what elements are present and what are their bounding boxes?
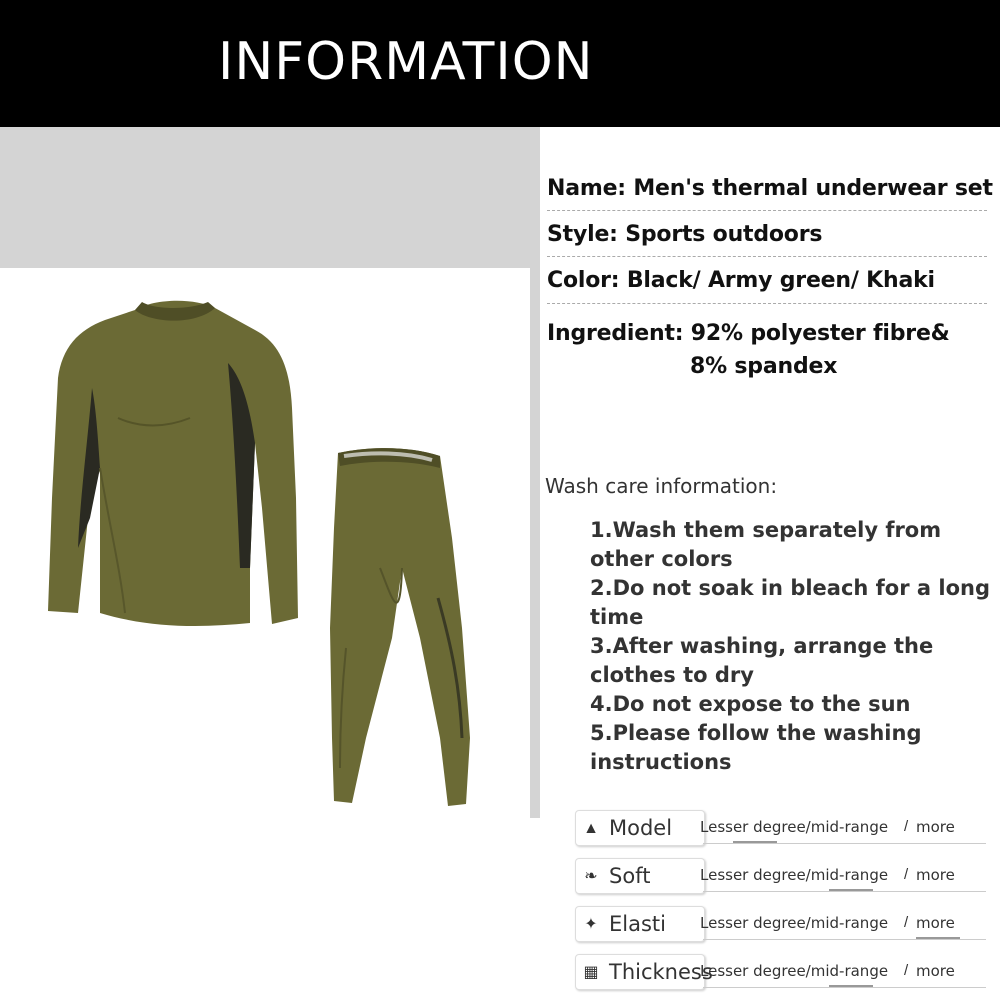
spec-separator: / <box>904 962 909 979</box>
spec-more: more <box>916 962 955 980</box>
spec-level-indicator <box>829 985 873 987</box>
left-bottom-panel <box>0 818 540 1000</box>
info-ingredient: Ingredient: 92% polyester fibre& <box>547 321 950 346</box>
spec-more: more <box>916 818 955 836</box>
spec-scale: Lesser degree/mid-range <box>700 866 889 884</box>
wash-care-item: 4.Do not expose to the sun <box>590 692 911 716</box>
spec-label: Soft <box>609 864 651 888</box>
header-title: INFORMATION <box>218 32 594 92</box>
spec-scale-line <box>703 939 986 940</box>
wash-care-item: 5.Please follow the washing instructions <box>590 721 922 774</box>
pants-illustration <box>330 448 470 806</box>
spec-more: more <box>916 914 955 932</box>
spec-level-indicator <box>829 889 873 891</box>
header-bar <box>0 0 1000 127</box>
shirt-illustration <box>48 301 298 626</box>
spec-label-box <box>575 810 705 846</box>
info-style: Style: Sports outdoors <box>547 222 823 247</box>
spec-scale: Lesser degree/mid-range <box>700 818 889 836</box>
spec-more: more <box>916 866 955 884</box>
spec-scale-line <box>703 987 986 988</box>
wash-care-item: 1.Wash them separately from other colors <box>590 518 942 571</box>
spec-row-soft <box>567 858 987 894</box>
product-image <box>0 268 530 818</box>
spec-label-box <box>575 858 705 894</box>
spec-label-box <box>575 954 713 990</box>
spec-level-indicator <box>733 841 777 843</box>
divider <box>547 256 987 257</box>
info-name: Name: Men's thermal underwear set <box>547 176 993 201</box>
spec-level-indicator <box>916 937 960 939</box>
wash-care-item: 3.After washing, arrange the clothes to dry <box>590 634 934 687</box>
spec-separator: / <box>904 818 909 835</box>
tshirt-icon: ▲ <box>583 820 599 837</box>
divider <box>547 210 987 211</box>
spec-label-box <box>575 906 705 942</box>
wash-care-item: 2.Do not soak in bleach for a long time <box>590 576 990 629</box>
wash-care-heading: Wash care information: <box>545 474 778 498</box>
elastic-icon: ✦ <box>584 916 598 933</box>
spec-scale-line <box>703 891 986 892</box>
divider <box>547 303 987 304</box>
info-ingredient-cont: 8% spandex <box>690 354 838 379</box>
spec-scale: Lesser degree/mid-range <box>700 914 889 932</box>
spec-row-model <box>567 810 987 846</box>
info-color: Color: Black/ Army green/ Khaki <box>547 268 935 293</box>
thickness-icon: ▦ <box>583 964 599 981</box>
spec-scale: Lesser degree/mid-range <box>700 962 889 980</box>
spec-scale-line <box>703 843 986 844</box>
spec-row-elasti <box>567 906 987 942</box>
spec-label: Elasti <box>609 912 666 936</box>
spec-separator: / <box>904 866 909 883</box>
leaf-icon: ❧ <box>584 868 598 885</box>
spec-label: Thickness <box>609 960 713 984</box>
spec-row-thickness <box>567 954 987 990</box>
spec-label: Model <box>609 816 673 840</box>
wash-care-list <box>590 516 990 777</box>
spec-separator: / <box>904 914 909 931</box>
